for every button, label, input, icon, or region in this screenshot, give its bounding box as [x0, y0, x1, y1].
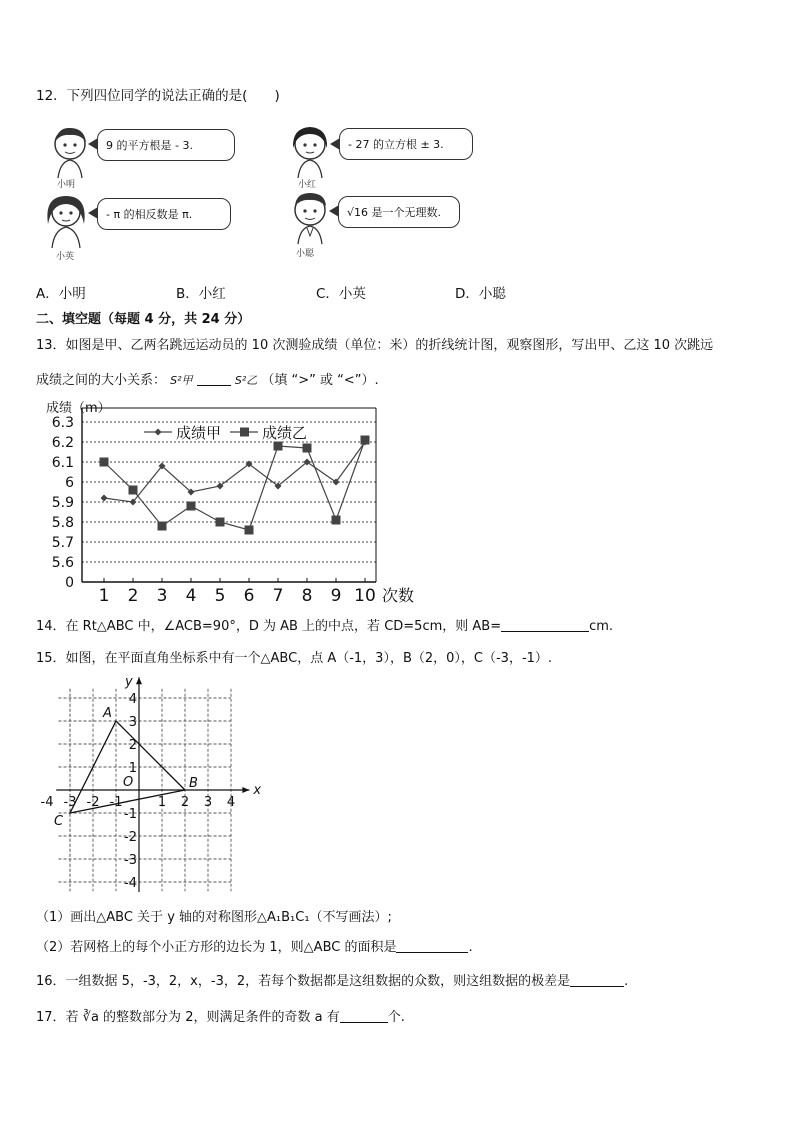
student-name: 小明: [57, 180, 76, 190]
s-yi: S²乙: [234, 374, 258, 387]
x-tick-label: 5: [214, 586, 226, 606]
legend-marker-diamond: [155, 429, 162, 436]
x-tick-label: 3: [156, 586, 168, 606]
data-point-square: [129, 486, 138, 495]
q17-prefix: 17．若 ∛a 的整数部分为 2，则满足条件的奇数 a 有: [36, 1010, 340, 1025]
choice-a: A．小明: [36, 286, 86, 302]
x-axis-label: x: [253, 783, 262, 798]
y-axis-arrow: [136, 677, 142, 684]
chart-legend: [144, 424, 307, 442]
x-tick-label: -3: [63, 795, 77, 810]
x-tick-label: 1: [98, 586, 110, 606]
coordinate-grid: [30, 674, 266, 892]
x-tick-label: -2: [86, 795, 100, 810]
y-tick-label: 6.2: [51, 435, 74, 451]
choice-d: D．小聪: [455, 286, 506, 302]
answer-blank: [396, 938, 468, 953]
x-tick-label: 2: [127, 586, 139, 606]
data-point-diamond: [101, 495, 108, 502]
y-tick-label: 5.6: [51, 555, 74, 571]
q13-suffix: （填 “>” 或 “<”）.: [261, 373, 379, 388]
y-tick-label: -1: [124, 807, 137, 822]
y-tick-label: 2: [128, 738, 137, 753]
legend-marker-square: [240, 428, 249, 437]
q16-prefix: 16．一组数据 5，-3，2，x，-3，2，若每个数据都是这组数据的众数，则这组数据的极差是: [36, 974, 571, 989]
y-tick-label: 5.8: [51, 515, 74, 531]
student-xiaohong-illustration: [288, 124, 334, 180]
y-tick-label: -3: [124, 853, 137, 868]
q16-suffix: .: [624, 974, 629, 989]
q13-line1: 13．如图是甲、乙两名跳远运动员的 10 次测验成绩（单位：米）的折线统计图，观察图形，写出甲、乙这 10 次跳远: [36, 338, 714, 353]
y-axis-label: 成绩（m）: [46, 401, 111, 416]
answer-blank: [340, 1008, 388, 1023]
data-point-square: [245, 526, 254, 535]
vertex-label-A: A: [103, 706, 112, 721]
data-point-square: [332, 516, 341, 525]
x-tick-label: -1: [109, 795, 123, 810]
q17-suffix: 个.: [387, 1010, 405, 1025]
q14-suffix: cm.: [589, 619, 614, 634]
y-tick-label: 5.7: [51, 535, 74, 551]
q16: [36, 970, 628, 989]
y-tick-label: 0: [65, 575, 74, 591]
answer-blank: [501, 617, 589, 632]
s-jia: S²甲: [170, 374, 193, 387]
data-point-square: [158, 522, 167, 531]
y-tick-label: 5.9: [51, 495, 74, 511]
student-xiaoying-illustration: [42, 192, 92, 250]
q15-sub2: [36, 936, 473, 955]
section-title: 二、填空题（每题 4 分，共 24 分）: [36, 312, 251, 327]
line-chart: [40, 400, 440, 608]
y-tick-label: 6.1: [51, 455, 74, 471]
q15-sub1: （1）画出△ABC 关于 y 轴的对称图形△A₁B₁C₁（不写画法）;: [36, 910, 392, 925]
q17: [36, 1006, 405, 1025]
x-tick-label: 8: [301, 586, 313, 606]
chart-labels: [46, 400, 414, 606]
x-axis-label: 次数: [382, 586, 415, 605]
y-tick-label: -2: [124, 830, 137, 845]
x-tick-label: 3: [203, 795, 213, 810]
student-name: 小红: [298, 180, 317, 190]
x-tick-label: 4: [226, 795, 236, 810]
q12-stem: 12．下列四位同学的说法正确的是( ): [36, 88, 280, 104]
student-xiaocong-illustration: [288, 190, 334, 246]
speech-bubble: - π 的相反数是 π.: [97, 198, 231, 230]
x-axis-arrow: [242, 787, 249, 793]
y-axis-label: y: [125, 674, 133, 690]
vertex-label-C: C: [54, 814, 64, 829]
q13-line2: [36, 369, 379, 388]
chart-series: [100, 436, 370, 535]
q15-sub2-prefix: （2）若网格上的每个小正方形的边长为 1，则△ABC 的面积是: [36, 940, 397, 955]
y-tick-label: -4: [124, 876, 137, 891]
x-tick-label: 4: [185, 586, 197, 606]
y-tick-label: 6.3: [51, 415, 74, 431]
data-point-square: [216, 518, 225, 527]
choice-b: B．小红: [176, 286, 226, 302]
answer-blank: [570, 972, 624, 987]
q14: [36, 615, 613, 634]
data-point-square: [100, 458, 109, 467]
legend-label: 成绩乙: [262, 424, 308, 442]
x-tick-label: 1: [157, 795, 167, 810]
q15-sub2-suffix: .: [468, 940, 473, 955]
legend-label: 成绩甲: [176, 424, 222, 442]
series-line-2: [104, 440, 365, 530]
speech-bubble: 9 的平方根是 - 3.: [97, 129, 235, 161]
speech-bubble: √16 是一个无理数.: [338, 196, 460, 228]
y-tick-label: 6: [65, 475, 74, 491]
data-point-square: [361, 436, 370, 445]
x-tick-label: 9: [330, 586, 342, 606]
y-tick-label: 4: [128, 692, 137, 707]
series-line-1: [104, 442, 365, 502]
q15-stem: 15．如图，在平面直角坐标系中有一个△ABC，点 A（-1，3），B（2，0），C（-3，-1）.: [36, 651, 553, 666]
x-tick-label: 2: [180, 795, 190, 810]
q13-prefix: 成绩之间的大小关系：: [36, 373, 167, 388]
x-tick-label: 10: [354, 586, 376, 606]
chart-grid: [82, 422, 376, 562]
data-point-square: [303, 444, 312, 453]
x-tick-label: 7: [272, 586, 284, 606]
vertex-label-B: B: [189, 776, 198, 791]
student-xiaoming-illustration: [48, 124, 94, 180]
x-tick-label: -4: [40, 795, 54, 810]
choice-c: C．小英: [316, 286, 366, 302]
y-tick-label: 1: [128, 761, 137, 776]
origin-label: O: [123, 775, 134, 790]
student-name: 小聪: [296, 249, 315, 259]
x-tick-label: 6: [243, 586, 255, 606]
student-name: 小英: [56, 252, 75, 262]
speech-bubble: - 27 的立方根 ± 3.: [339, 128, 473, 160]
y-tick-label: 3: [128, 715, 137, 730]
q14-prefix: 14．在 Rt△ABC 中，∠ACB=90°，D 为 AB 上的中点，若 CD=5cm，则 AB=: [36, 619, 502, 634]
data-point-square: [187, 502, 196, 511]
data-point-square: [274, 442, 283, 451]
answer-blank: [197, 371, 231, 386]
chart-axes: [82, 408, 376, 582]
